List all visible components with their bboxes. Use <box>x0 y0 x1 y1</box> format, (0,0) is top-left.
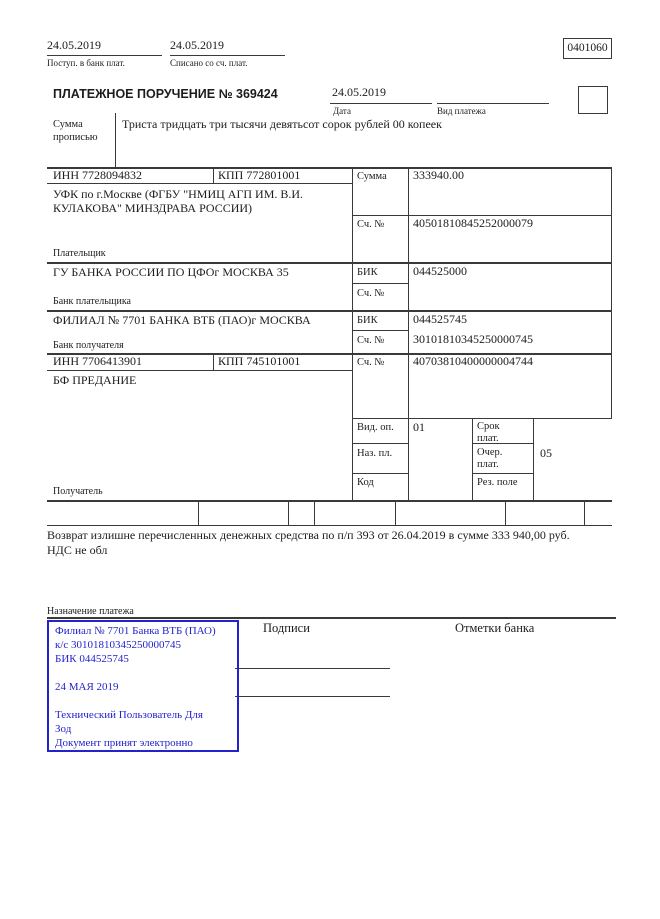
beneficiary-name: БФ ПРЕДАНИЕ <box>53 373 137 387</box>
stamp-line: БИК 044525745 <box>55 653 129 665</box>
debited-date-underline <box>170 55 285 56</box>
form-code-box: 0401060 <box>563 38 612 59</box>
beneficiary-bank-name: ФИЛИАЛ № 7701 БАНКА ВТБ (ПАО)г МОСКВА <box>53 313 311 327</box>
payer-bank-name: ГУ БАНКА РОССИИ ПО ЦФОг МОСКВА 35 <box>53 265 289 279</box>
table-border <box>352 443 408 444</box>
payer-inn: ИНН 7728094832 <box>53 168 142 182</box>
payment-type-underline <box>437 103 549 104</box>
amount-words-label-1: Сумма <box>53 119 83 130</box>
stamp-line: Филиал № 7701 Банка ВТБ (ПАО) <box>55 625 216 637</box>
purpose-line-1: Возврат излишне перечисленных денежных средства по п/п 393 от 26.04.2019 в сумме 333 940,00 руб. <box>47 528 570 542</box>
payer-bank-bik-label: БИК <box>357 267 378 278</box>
op-ocher-value: 05 <box>540 446 552 460</box>
table-border <box>47 525 612 526</box>
table-border <box>314 500 315 525</box>
purpose-underline <box>47 617 616 619</box>
table-border <box>584 500 585 525</box>
op-vid-value: 01 <box>413 420 425 434</box>
table-border <box>352 167 353 500</box>
stamp-line: Зод <box>55 723 72 735</box>
table-border <box>47 183 352 184</box>
signatures-label: Подписи <box>263 621 310 635</box>
payment-type-label: Вид платежа <box>437 106 486 116</box>
signature-line <box>235 696 390 697</box>
payer-bank-account-label: Сч. № <box>357 288 385 299</box>
signature-line <box>235 668 390 669</box>
beneficiary-account-label: Сч. № <box>357 357 385 368</box>
payment-type-box <box>578 86 608 114</box>
stamp-line: 24 МАЯ 2019 <box>55 681 119 693</box>
table-border <box>352 473 408 474</box>
document-title: ПЛАТЕЖНОЕ ПОРУЧЕНИЕ № 369424 <box>53 87 278 101</box>
table-border <box>288 500 289 525</box>
payer-section-label: Плательщик <box>53 248 106 259</box>
payer-bank-bik: 044525000 <box>413 264 467 278</box>
table-border <box>352 283 408 284</box>
doc-date-label: Дата <box>333 106 351 116</box>
table-border <box>198 500 199 525</box>
table-border <box>213 167 214 183</box>
debited-date: 24.05.2019 <box>170 38 224 52</box>
payer-name: УФК по г.Москве (ФГБУ "НМИЦ АГП ИМ. В.И. КУЛАКОВА" МИНЗДРАВА РОССИИ) <box>53 187 304 215</box>
table-border <box>611 167 612 418</box>
payer-account-label: Сч. № <box>357 219 385 230</box>
debited-date-label: Списано со сч. плат. <box>170 58 248 68</box>
amount-words-divider <box>115 113 116 167</box>
doc-date: 24.05.2019 <box>332 85 386 99</box>
op-ocher-label-1: Очер. <box>477 447 503 458</box>
op-vid-label: Вид. оп. <box>357 422 394 433</box>
sum-value: 333940.00 <box>413 168 464 182</box>
op-naz-label: Наз. пл. <box>357 448 393 459</box>
table-border <box>352 330 408 331</box>
received-date-label: Поступ. в банк плат. <box>47 58 125 68</box>
payer-bank-section-label: Банк плательщика <box>53 296 131 307</box>
table-border <box>213 353 214 370</box>
beneficiary-bank-section-label: Банк получателя <box>53 340 124 351</box>
stamp-line <box>55 694 237 708</box>
table-border <box>47 500 612 502</box>
stamp-line <box>55 666 237 680</box>
beneficiary-inn: ИНН 7706413901 <box>53 354 142 368</box>
stamp-line: Документ принят электронно <box>55 737 193 749</box>
amount-words-label-2: прописью <box>53 132 98 143</box>
beneficiary-bank-account: 30101810345250000745 <box>413 332 533 346</box>
op-kod-label: Код <box>357 477 374 488</box>
received-date-underline <box>47 55 162 56</box>
table-border <box>472 418 473 500</box>
sum-label: Сумма <box>357 171 387 182</box>
beneficiary-bank-bik-label: БИК <box>357 315 378 326</box>
table-border <box>47 370 352 371</box>
op-srok-label-2: плат. <box>477 433 499 444</box>
amount-in-words: Триста тридцать три тысячи девятьсот сорок рублей 00 копеек <box>122 117 442 131</box>
purpose-section-label: Назначение платежа <box>47 606 134 617</box>
bank-stamp <box>47 620 239 752</box>
beneficiary-account: 40703810400000004744 <box>413 354 533 368</box>
table-border <box>533 418 534 500</box>
table-border <box>395 500 396 525</box>
payer-account: 40501810845252000079 <box>413 216 533 230</box>
table-border <box>352 418 612 419</box>
bank-marks-label: Отметки банка <box>455 621 535 635</box>
op-srok-label-1: Срок <box>477 421 500 432</box>
table-border <box>47 262 612 264</box>
beneficiary-kpp: КПП 745101001 <box>218 354 301 368</box>
payer-kpp: КПП 772801001 <box>218 168 301 182</box>
beneficiary-bank-bik: 044525745 <box>413 312 467 326</box>
stamp-line: к/с 30101810345250000745 <box>55 639 182 651</box>
table-border <box>472 473 533 474</box>
beneficiary-bank-account-label: Сч. № <box>357 335 385 346</box>
table-border <box>505 500 506 525</box>
op-rez-label: Рез. поле <box>477 477 518 488</box>
table-border <box>408 167 409 500</box>
table-border <box>47 310 612 312</box>
purpose-line-2: НДС не обл <box>47 543 108 557</box>
op-ocher-label-2: плат. <box>477 459 499 470</box>
received-date: 24.05.2019 <box>47 38 101 52</box>
doc-date-underline <box>330 103 432 104</box>
beneficiary-section-label: Получатель <box>53 486 103 497</box>
stamp-line: Технический Пользователь Для <box>55 709 203 721</box>
